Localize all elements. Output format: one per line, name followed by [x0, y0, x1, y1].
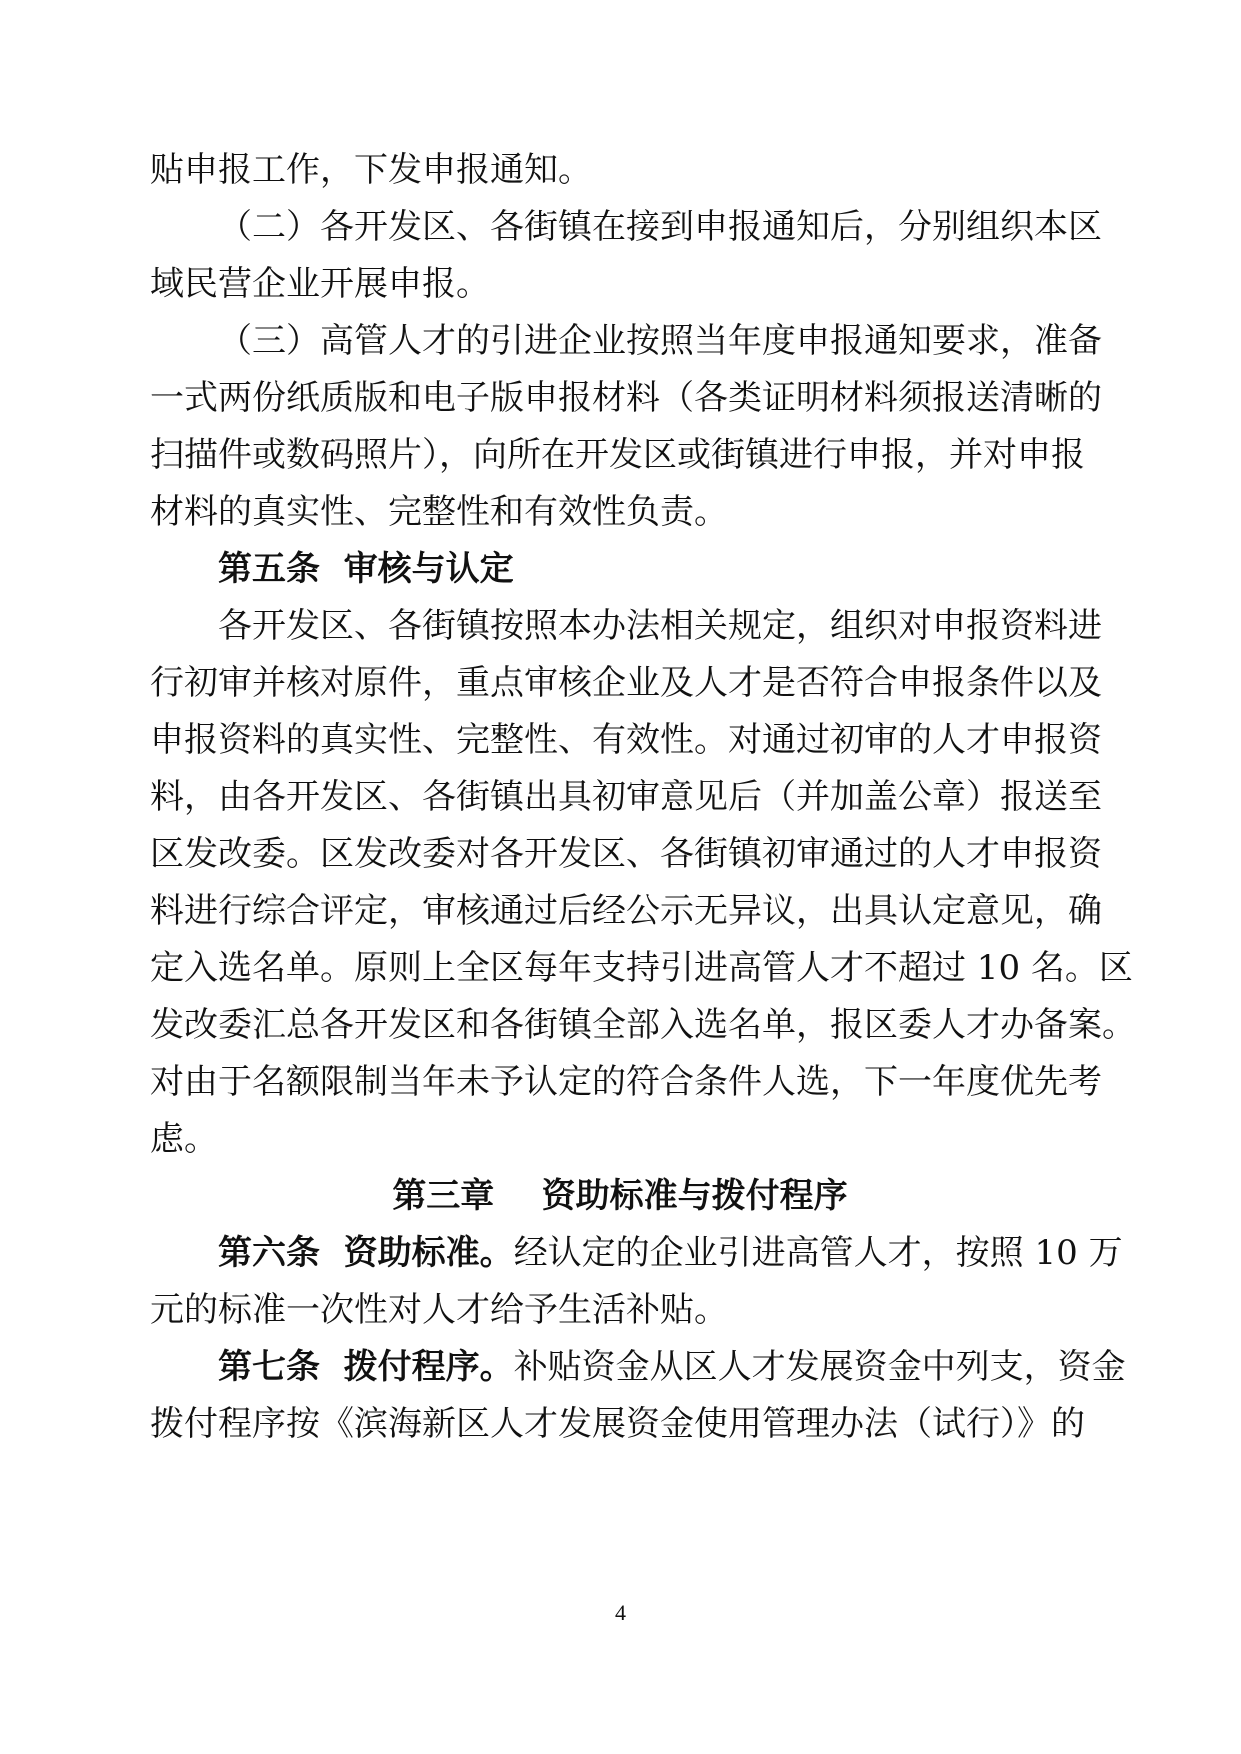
article-term: 第六条 资助标准。 — [218, 1233, 514, 1273]
article-term: 第七条 拨付程序。 — [218, 1347, 514, 1387]
paragraph-line: 各开发区、各街镇按照本办法相关规定，组织对申报资料进 — [218, 606, 1102, 646]
paragraph-line: 料进行综合评定，审核通过后经公示无异议，出具认定意见，确 — [150, 891, 1102, 931]
article-heading: 第五条 审核与认定 — [218, 549, 514, 589]
paragraph-line: 定入选名单。原则上全区每年支持引进高管人才不超过 10 名。区 — [150, 948, 1133, 988]
article-text: 补贴资金从区人才发展资金中列支，资金 — [513, 1347, 1126, 1387]
paragraph-line: 贴申报工作，下发申报通知。 — [150, 150, 592, 190]
paragraph-line: 虑。 — [150, 1119, 218, 1159]
article-text: 经认定的企业引进高管人才，按照 10 万 — [513, 1233, 1123, 1273]
paragraph-line: 申报资料的真实性、完整性、有效性。对通过初审的人才申报资 — [150, 720, 1102, 760]
page-number: 4 — [615, 1600, 626, 1625]
paragraph-line: 一式两份纸质版和电子版申报材料（各类证明材料须报送清晰的 — [150, 378, 1102, 418]
paragraph-line — [218, 1233, 1123, 1273]
paragraph-line: 区发改委。区发改委对各开发区、各街镇初审通过的人才申报资 — [150, 834, 1102, 874]
paragraph-line: 拨付程序按《滨海新区人才发展资金使用管理办法（试行）》的 — [150, 1404, 1085, 1444]
paragraph-line: 域民营企业开展申报。 — [150, 264, 490, 304]
paragraph-line: 料，由各开发区、各街镇出具初审意见后（并加盖公章）报送至 — [150, 777, 1102, 817]
paragraph-line: 发改委汇总各开发区和各街镇全部入选名单，报区委人才办备案。 — [150, 1005, 1136, 1045]
paragraph-line: 对由于名额限制当年未予认定的符合条件人选，下一年度优先考 — [150, 1062, 1102, 1102]
paragraph-line: （三）高管人才的引进企业按照当年度申报通知要求，准备 — [218, 321, 1102, 361]
paragraph-line — [218, 1347, 1126, 1387]
paragraph-line: 材料的真实性、完整性和有效性负责。 — [150, 492, 728, 532]
paragraph-line: 扫描件或数码照片），向所在开发区或街镇进行申报，并对申报 — [150, 435, 1085, 475]
paragraph-line: 行初审并核对原件，重点审核企业及人才是否符合申报条件以及 — [150, 663, 1102, 703]
chapter-heading: 第三章 资助标准与拨付程序 — [392, 1176, 848, 1216]
paragraph-line: 元的标准一次性对人才给予生活补贴。 — [150, 1290, 728, 1330]
paragraph-line: （二）各开发区、各街镇在接到申报通知后，分别组织本区 — [218, 207, 1102, 247]
